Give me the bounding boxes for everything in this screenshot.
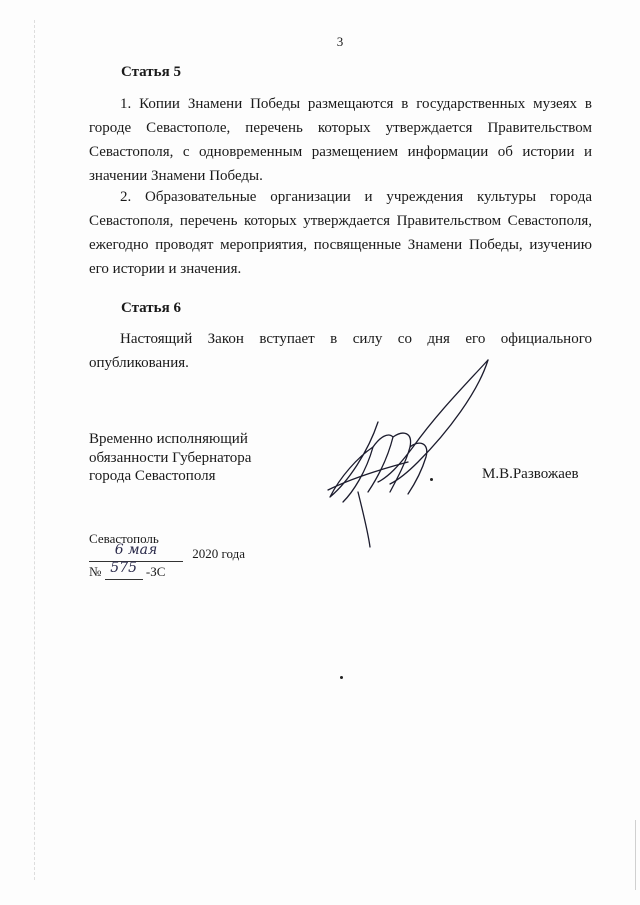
scan-dot <box>430 478 433 481</box>
article-5-heading: Статья 5 <box>121 64 181 80</box>
place-of-signing: Севастополь <box>89 531 159 546</box>
scan-edge-artifact-right <box>635 820 636 890</box>
handwritten-signature <box>318 352 498 552</box>
article-6-heading: Статья 6 <box>121 300 181 316</box>
article-5-paragraph-1: 1. Копии Знамени Победы размещаются в государственных музеях в городе Севастополе, перечень которых утверждается Правительством Севастополя, с одновременным размещением информации об истории и значении Знамени Победы. <box>89 96 592 184</box>
signatory-title-line-2: обязанности Губернатора <box>89 449 252 466</box>
date-year: 2020 года <box>192 546 246 561</box>
scan-edge-artifact <box>34 20 36 880</box>
law-number-line <box>89 560 166 580</box>
number-sign: № <box>89 564 102 579</box>
handwritten-number: 575 <box>110 560 138 576</box>
handwritten-date: 6 мая <box>114 542 158 558</box>
page-number: 3 <box>336 34 344 49</box>
number-suffix: -ЗС <box>145 564 166 579</box>
number-field <box>105 560 143 580</box>
signatory-name: М.В.Развожаев <box>482 466 579 482</box>
scan-dot <box>340 676 343 679</box>
signatory-title <box>89 430 251 486</box>
signatory-title-line-3: города Севастополя <box>89 468 216 484</box>
signatory-title-line-1: Временно исполняющий <box>89 431 248 447</box>
article-6-paragraph-1: Настоящий Закон вступает в силу со дня его официального опубликования. <box>89 331 592 371</box>
article-5-paragraph-2: 2. Образовательные организации и учреждения культуры города Севастополя, перечень которых утверждается Правительством Севастополя, ежегодно проводят мероприятия, посвященные Знамени Победы, изучению его истории и значения. <box>89 189 592 277</box>
